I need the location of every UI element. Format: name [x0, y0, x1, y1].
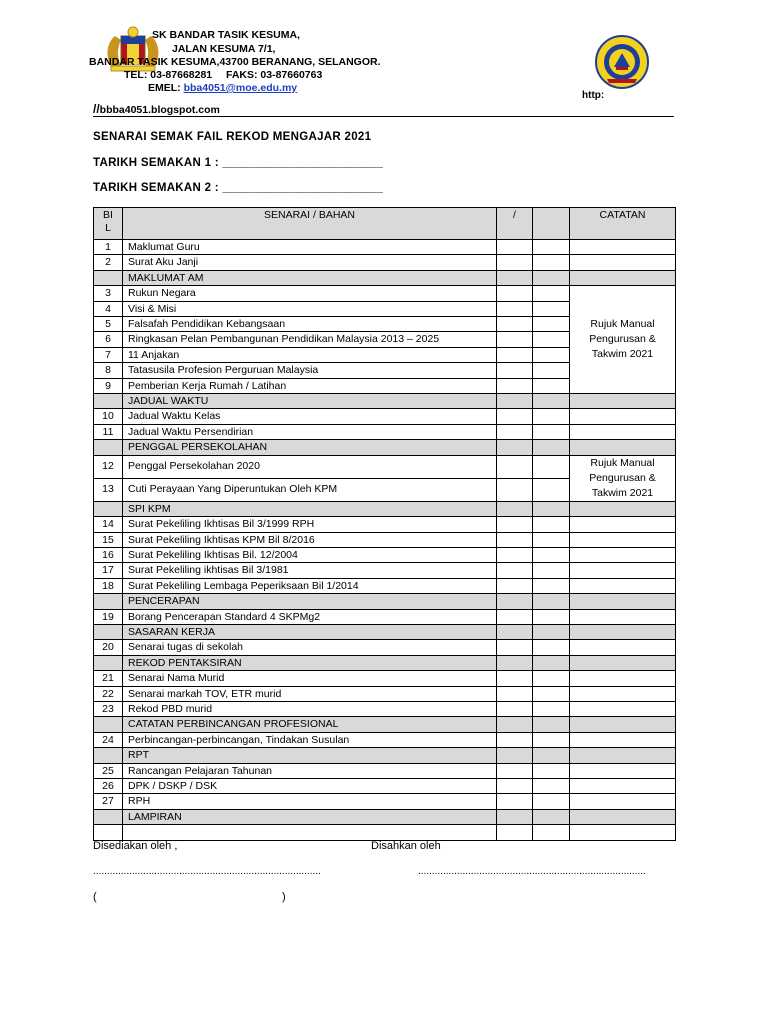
table-row	[94, 671, 676, 686]
section-title: REKOD PENTAKSIRAN	[123, 655, 497, 670]
section-bil-cell	[94, 809, 123, 824]
row-number: 3	[94, 286, 123, 301]
table-row	[94, 255, 676, 270]
tick-checkbox-cell[interactable]	[497, 240, 533, 255]
tick-checkbox-cell[interactable]	[497, 286, 533, 301]
notes-cell[interactable]	[570, 686, 676, 701]
check-cell[interactable]	[533, 286, 570, 301]
section-blank-cell	[533, 440, 570, 455]
section-title: JADUAL WAKTU	[123, 394, 497, 409]
check-cell[interactable]	[533, 424, 570, 439]
row-item: Ringkasan Pelan Pembangunan Pendidikan Malaysia 2013 – 2025	[123, 332, 497, 347]
section-notes-cell	[570, 594, 676, 609]
tick-checkbox-cell[interactable]	[497, 563, 533, 578]
table-row	[94, 424, 676, 439]
section-blank-cell	[533, 748, 570, 763]
tick-checkbox-cell[interactable]	[497, 547, 533, 562]
tick-checkbox-cell[interactable]	[497, 517, 533, 532]
section-blank-cell	[533, 655, 570, 670]
row-number: 12	[94, 455, 123, 478]
tick-checkbox-cell[interactable]	[497, 347, 533, 362]
check-cell[interactable]	[533, 701, 570, 716]
row-number: 4	[94, 301, 123, 316]
section-bil-cell	[94, 394, 123, 409]
row-item: Falsafah Pendidikan Kebangsaan	[123, 317, 497, 332]
row-item: Rancangan Pelajaran Tahunan	[123, 763, 497, 778]
check-cell[interactable]	[533, 532, 570, 547]
email-label: EMEL:	[148, 82, 181, 94]
section-row	[94, 501, 676, 516]
section-notes-cell	[570, 655, 676, 670]
check-date-1: TARIKH SEMAKAN 1 : ________________________	[93, 157, 384, 169]
notes-cell[interactable]	[570, 240, 676, 255]
row-number: 16	[94, 547, 123, 562]
row-item: Surat Aku Janji	[123, 255, 497, 270]
name-paren-open: (	[93, 891, 97, 903]
notes-cell[interactable]	[570, 609, 676, 624]
section-blank-cell	[533, 594, 570, 609]
telephone: TEL: 03-87668281	[124, 69, 213, 81]
row-number: 24	[94, 732, 123, 747]
tick-checkbox-cell[interactable]	[497, 779, 533, 794]
row-number: 19	[94, 609, 123, 624]
notes-cell[interactable]	[570, 255, 676, 270]
row-number: 21	[94, 671, 123, 686]
tick-checkbox-cell[interactable]	[497, 409, 533, 424]
table-row	[94, 286, 676, 301]
row-item: Senarai tugas di sekolah	[123, 640, 497, 655]
section-title: CATATAN PERBINCANGAN PROFESIONAL	[123, 717, 497, 732]
row-number: 10	[94, 409, 123, 424]
row-number: 25	[94, 763, 123, 778]
section-notes-cell	[570, 748, 676, 763]
tick-checkbox-cell[interactable]	[497, 478, 533, 501]
table-row	[94, 640, 676, 655]
tick-checkbox-cell[interactable]	[497, 317, 533, 332]
prepared-by-label: Disediakan oleh ,	[93, 840, 178, 852]
tick-checkbox-cell[interactable]	[497, 732, 533, 747]
section-tick-cell	[497, 655, 533, 670]
row-item: Jadual Waktu Kelas	[123, 409, 497, 424]
section-tick-cell	[497, 809, 533, 824]
section-row	[94, 717, 676, 732]
notes-cell[interactable]	[570, 640, 676, 655]
row-item: Surat Pekeliling Ikhtisas KPM Bil 8/2016	[123, 532, 497, 547]
row-number: 22	[94, 686, 123, 701]
table-row	[94, 240, 676, 255]
section-notes-cell	[570, 717, 676, 732]
table-row	[94, 763, 676, 778]
section-row	[94, 594, 676, 609]
fax: FAKS: 03-87660763	[226, 69, 323, 81]
row-item: Surat Pekeliling Lembaga Peperiksaan Bil 1/2014	[123, 578, 497, 593]
section-row	[94, 270, 676, 285]
check-cell[interactable]	[533, 332, 570, 347]
check-cell[interactable]	[533, 378, 570, 393]
row-number: 8	[94, 363, 123, 378]
check-cell[interactable]	[533, 640, 570, 655]
notes-cell[interactable]	[570, 825, 676, 840]
table-row	[94, 794, 676, 809]
row-item: Maklumat Guru	[123, 240, 497, 255]
section-title: SASARAN KERJA	[123, 624, 497, 639]
section-blank-cell	[533, 270, 570, 285]
row-number: 17	[94, 563, 123, 578]
notes-cell[interactable]	[570, 671, 676, 686]
section-tick-cell	[497, 624, 533, 639]
section-bil-cell	[94, 624, 123, 639]
section-bil-cell	[94, 440, 123, 455]
check-cell[interactable]	[533, 255, 570, 270]
notes-cell[interactable]	[570, 763, 676, 778]
check-cell[interactable]	[533, 301, 570, 316]
address-line-1: JALAN KESUMA 7/1,	[172, 43, 276, 55]
table-row	[94, 547, 676, 562]
check-cell[interactable]	[533, 763, 570, 778]
row-item: Surat Pekeliling Ikhtisas Bil 3/1999 RPH	[123, 517, 497, 532]
row-item	[123, 825, 497, 840]
section-title: PENCERAPAN	[123, 594, 497, 609]
table-row	[94, 455, 676, 478]
table-row	[94, 825, 676, 840]
notes-cell[interactable]	[570, 517, 676, 532]
check-cell[interactable]	[533, 240, 570, 255]
check-cell[interactable]	[533, 517, 570, 532]
check-cell[interactable]	[533, 478, 570, 501]
check-cell[interactable]	[533, 409, 570, 424]
row-item: Cuti Perayaan Yang Diperuntukan Oleh KPM	[123, 478, 497, 501]
table-row	[94, 409, 676, 424]
tick-checkbox-cell[interactable]	[497, 255, 533, 270]
section-tick-cell	[497, 270, 533, 285]
row-number: 13	[94, 478, 123, 501]
section-notes-cell	[570, 394, 676, 409]
section-blank-cell	[533, 394, 570, 409]
row-number: 1	[94, 240, 123, 255]
blog-address: bbba4051.blogspot.com	[99, 104, 220, 116]
notes-reference: Rujuk Manual Pengurusan & Takwim 2021	[570, 455, 676, 501]
row-item: Penggal Persekolahan 2020	[123, 455, 497, 478]
table-row	[94, 532, 676, 547]
section-bil-cell	[94, 501, 123, 516]
header-blank	[533, 208, 570, 240]
header-notes: CATATAN	[570, 208, 676, 240]
notes-cell[interactable]	[570, 779, 676, 794]
check-cell[interactable]	[533, 363, 570, 378]
section-notes-cell	[570, 809, 676, 824]
row-item: Senarai markah TOV, ETR murid	[123, 686, 497, 701]
notes-cell[interactable]	[570, 409, 676, 424]
row-item: Senarai Nama Murid	[123, 671, 497, 686]
row-number: 20	[94, 640, 123, 655]
tick-checkbox-cell[interactable]	[497, 686, 533, 701]
notes-cell[interactable]	[570, 701, 676, 716]
row-number: 5	[94, 317, 123, 332]
blog-prefix: //	[93, 102, 100, 116]
row-number: 18	[94, 578, 123, 593]
section-row	[94, 440, 676, 455]
tick-checkbox-cell[interactable]	[497, 578, 533, 593]
row-number: 2	[94, 255, 123, 270]
section-title: LAMPIRAN	[123, 809, 497, 824]
approved-by-signature-line[interactable]: ..................................................................................	[418, 866, 646, 877]
row-number: 7	[94, 347, 123, 362]
section-bil-cell	[94, 594, 123, 609]
check-cell[interactable]	[533, 347, 570, 362]
tick-checkbox-cell[interactable]	[497, 424, 533, 439]
check-cell[interactable]	[533, 609, 570, 624]
notes-cell[interactable]	[570, 424, 676, 439]
http-label: http:	[582, 90, 605, 101]
row-number: 11	[94, 424, 123, 439]
table-row	[94, 563, 676, 578]
section-row	[94, 809, 676, 824]
table-row	[94, 732, 676, 747]
approved-by-label: Disahkan oleh	[371, 840, 441, 852]
table-row	[94, 779, 676, 794]
table-row	[94, 517, 676, 532]
check-cell[interactable]	[533, 732, 570, 747]
tick-checkbox-cell[interactable]	[497, 763, 533, 778]
notes-cell[interactable]	[570, 532, 676, 547]
section-notes-cell	[570, 624, 676, 639]
row-number	[94, 825, 123, 840]
section-row	[94, 748, 676, 763]
row-item: Visi & Misi	[123, 301, 497, 316]
section-row	[94, 624, 676, 639]
row-number: 9	[94, 378, 123, 393]
check-date-2: TARIKH SEMAKAN 2 : ________________________	[93, 182, 384, 194]
section-notes-cell	[570, 270, 676, 285]
tick-checkbox-cell[interactable]	[497, 332, 533, 347]
section-tick-cell	[497, 440, 533, 455]
row-item: Borang Pencerapan Standard 4 SKPMg2	[123, 609, 497, 624]
notes-cell[interactable]	[570, 563, 676, 578]
check-cell[interactable]	[533, 578, 570, 593]
section-title: MAKLUMAT AM	[123, 270, 497, 285]
row-item: Pemberian Kerja Rumah / Latihan	[123, 378, 497, 393]
table-row	[94, 609, 676, 624]
check-cell[interactable]	[533, 317, 570, 332]
notes-cell[interactable]	[570, 578, 676, 593]
tick-checkbox-cell[interactable]	[497, 378, 533, 393]
address-line-2: BANDAR TASIK KESUMA,43700 BERANANG, SELANGOR.	[89, 56, 381, 68]
section-tick-cell	[497, 748, 533, 763]
row-item: Jadual Waktu Persendirian	[123, 424, 497, 439]
section-tick-cell	[497, 501, 533, 516]
notes-cell[interactable]	[570, 794, 676, 809]
header-item: SENARAI / BAHAN	[123, 208, 497, 240]
row-item: Surat Pekeliling ikhtisas Bil 3/1981	[123, 563, 497, 578]
prepared-by-signature-line[interactable]: ..................................................................................	[93, 866, 321, 877]
section-row	[94, 655, 676, 670]
row-item: Rekod PBD murid	[123, 701, 497, 716]
section-bil-cell	[94, 655, 123, 670]
section-tick-cell	[497, 594, 533, 609]
header-divider	[93, 116, 674, 117]
check-cell[interactable]	[533, 794, 570, 809]
tick-checkbox-cell[interactable]	[497, 363, 533, 378]
section-tick-cell	[497, 717, 533, 732]
row-number: 15	[94, 532, 123, 547]
section-tick-cell	[497, 394, 533, 409]
row-number: 26	[94, 779, 123, 794]
row-item: Perbincangan-perbincangan, Tindakan Susulan	[123, 732, 497, 747]
notes-cell[interactable]	[570, 547, 676, 562]
table-header-row	[94, 208, 676, 240]
section-row	[94, 394, 676, 409]
row-item: RPH	[123, 794, 497, 809]
tick-checkbox-cell[interactable]	[497, 825, 533, 840]
check-cell[interactable]	[533, 779, 570, 794]
email-row	[148, 82, 297, 95]
section-bil-cell	[94, 270, 123, 285]
row-number: 6	[94, 332, 123, 347]
row-number: 14	[94, 517, 123, 532]
notes-reference: Rujuk Manual Pengurusan & Takwim 2021	[570, 286, 676, 394]
school-name: SK BANDAR TASIK KESUMA,	[152, 29, 300, 41]
notes-cell[interactable]	[570, 732, 676, 747]
document-title: SENARAI SEMAK FAIL REKOD MENGAJAR 2021	[93, 131, 372, 143]
section-blank-cell	[533, 624, 570, 639]
check-cell[interactable]	[533, 825, 570, 840]
section-bil-cell	[94, 748, 123, 763]
tick-checkbox-cell[interactable]	[497, 301, 533, 316]
tick-checkbox-cell[interactable]	[497, 794, 533, 809]
table-row	[94, 578, 676, 593]
section-notes-cell	[570, 501, 676, 516]
tick-checkbox-cell[interactable]	[497, 532, 533, 547]
header-tick: /	[497, 208, 533, 240]
row-item: DPK / DSKP / DSK	[123, 779, 497, 794]
row-item: 11 Anjakan	[123, 347, 497, 362]
tick-checkbox-cell[interactable]	[497, 671, 533, 686]
row-item: Rukun Negara	[123, 286, 497, 301]
section-notes-cell	[570, 440, 676, 455]
section-blank-cell	[533, 717, 570, 732]
section-blank-cell	[533, 809, 570, 824]
row-number: 23	[94, 701, 123, 716]
blog-url[interactable]	[93, 102, 220, 116]
email-link[interactable]: bba4051@moe.edu.my	[183, 82, 298, 94]
check-cell[interactable]	[533, 547, 570, 562]
section-title: PENGGAL PERSEKOLAHAN	[123, 440, 497, 455]
checklist-table	[93, 207, 676, 841]
table-row	[94, 701, 676, 716]
tick-checkbox-cell[interactable]	[497, 609, 533, 624]
header-bil: BI L	[94, 208, 123, 240]
check-cell[interactable]	[533, 671, 570, 686]
section-title: SPI KPM	[123, 501, 497, 516]
row-item: Tatasusila Profesion Perguruan Malaysia	[123, 363, 497, 378]
row-item: Surat Pekeliling Ikhtisas Bil. 12/2004	[123, 547, 497, 562]
row-number: 27	[94, 794, 123, 809]
section-blank-cell	[533, 501, 570, 516]
check-cell[interactable]	[533, 455, 570, 478]
school-emblem-logo	[595, 35, 649, 89]
section-title: RPT	[123, 748, 497, 763]
check-cell[interactable]	[533, 563, 570, 578]
name-paren-close: )	[282, 891, 286, 903]
section-bil-cell	[94, 717, 123, 732]
tick-checkbox-cell[interactable]	[497, 701, 533, 716]
tick-checkbox-cell[interactable]	[497, 455, 533, 478]
tick-checkbox-cell[interactable]	[497, 640, 533, 655]
table-row	[94, 686, 676, 701]
check-cell[interactable]	[533, 686, 570, 701]
